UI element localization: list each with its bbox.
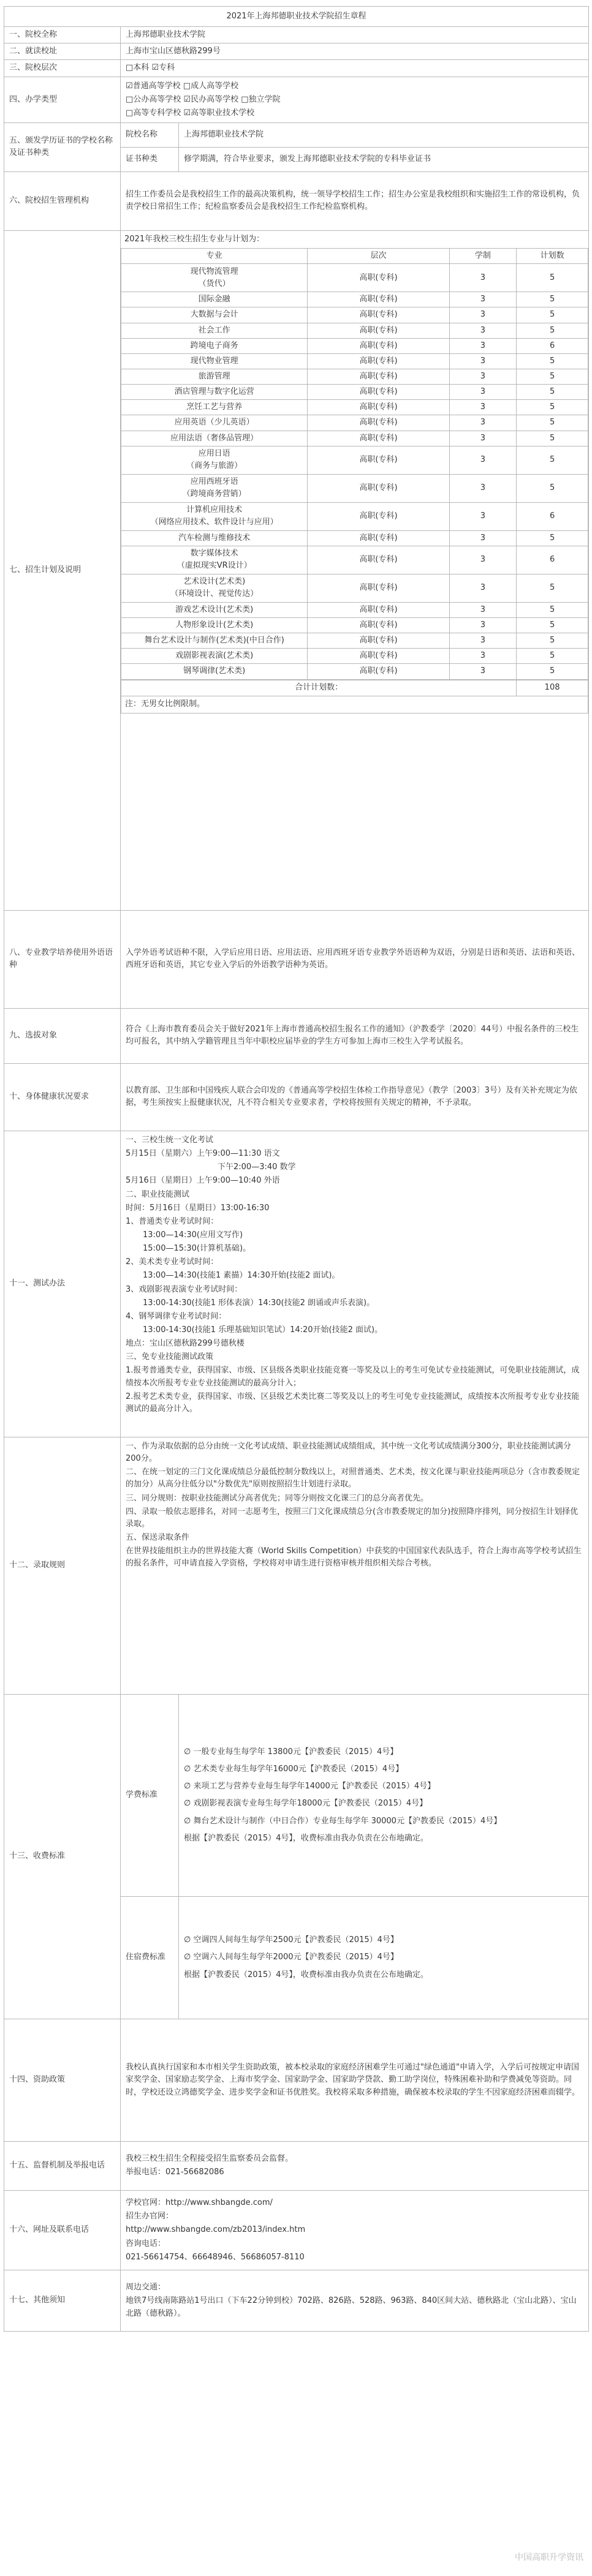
plan-major: 社会工作 [121,323,308,338]
plan-intro: 2021年我校三校生招生专业与计划为： [124,234,265,244]
plan-note: 注：无男女比例限制。 [121,696,588,713]
admit-line: 四、录取一般依志愿排名，对同一志愿考生，按照三门文化课成绩总分(含市教委规定的加分)按照降序排列，同分按招生计划择优录取。 [126,1507,579,1529]
plan-total-value: 108 [517,680,588,696]
test-line: 13:00—14:30(技能1 素描）14:30开始(技能2 面试)。 [143,1271,340,1281]
type-option-1: ☑普通高等学校 □成人高等学校 [126,81,239,91]
charter-title: 2021年上海邦德职业技术学院招生章程 [4,7,589,27]
admission-charter-table [4,6,589,2332]
dorm-label: 住宿费标准 [121,1896,179,2019]
plan-level: 高职(专科) [308,307,449,323]
plan-years: 3 [449,617,517,633]
plan-years: 3 [449,649,517,664]
supervision-value: 我校三校生招生全程接受招生监察委员会监督。 [126,2154,294,2164]
plan-num: 5 [517,323,588,338]
plan-num: 5 [517,369,588,384]
plan-major: 人物形象设计(艺术类) [121,617,308,633]
plan-num: 5 [517,431,588,446]
plan-major: 艺术设计(艺术类) （环境设计、视觉传达） [121,574,308,602]
other-line: 地铁7号线南陈路站1号出口（下车22分钟到校）702路、826路、528路、963路、840区间大站、德秋路北（宝山北路）、宝山北路（德秋路）。 [126,2296,577,2318]
plan-major: 应用日语 （商务与旅游） [121,446,308,474]
test-line: 15:00—15:30(计算机基础)。 [143,1244,251,1254]
plan-years: 3 [449,353,517,369]
contact-label: 十六、网址及联系电话 [4,2190,121,2270]
plan-level: 高职(专科) [308,617,449,633]
plan-row [121,474,588,502]
test-line: 1、普通类专业考试时间： [126,1216,219,1226]
plan-row [121,264,588,292]
plan-level: 高职(专科) [308,664,449,679]
plan-label: 七、招生计划及说明 [4,230,121,910]
admit-line: 一、作为录取依据的总分由统一文化考试成绩、职业技能测试成绩组成，其中统一文化考试成绩满分300分，职业技能测试满分200分。 [126,1441,571,1464]
plan-level: 高职(专科) [308,633,449,649]
plan-major: 应用法语（奢侈品管理） [121,431,308,446]
test-lines [121,1131,589,1437]
plan-major: 大数据与会计 [121,307,308,323]
contact-line: http://www.shbangde.com/zb2013/index.htm [126,2225,306,2235]
plan-num: 5 [517,664,588,679]
plan-years: 3 [449,264,517,292]
plan-years: 3 [449,415,517,431]
plan-num: 6 [517,338,588,353]
lang-label: 八、专业教学培养使用外语语种 [4,910,121,1008]
plan-row [121,415,588,431]
plan-major: 旅游管理 [121,369,308,384]
plan-row [121,649,588,664]
supervision-cell [121,2141,589,2190]
plan-num: 5 [517,400,588,415]
plan-major: 现代物流管理 （货代） [121,264,308,292]
contact-line: 学校官网：http://www.shbangde.com/ [126,2198,273,2208]
plan-row [121,292,588,307]
cert-type-value: 修学期满，符合毕业要求，颁发上海邦德职业技术学院的专科毕业证书 [179,147,589,171]
test-line: 一、三校生统一文化考试 [126,1135,214,1145]
test-line: 13:00—14:30(应用文写作) [143,1230,243,1240]
other-cell [121,2270,589,2331]
plan-num: 5 [517,602,588,617]
plan-num: 5 [517,633,588,649]
plan-cell [121,230,589,910]
plan-level: 高职(专科) [308,574,449,602]
plan-years: 3 [449,323,517,338]
test-line: 5月16日（星期日）上午9:00—10:40 外语 [126,1176,280,1186]
cert-label: 五、颁发学历证书的学校名称及证书种类 [4,122,121,171]
fees-label: 十三、收费标准 [4,1694,121,2019]
tuition-label: 学费标准 [121,1694,179,1896]
plan-row [121,400,588,415]
plan-row [121,369,588,384]
admit-line: 三、同分规则：按职业技能测试分高者优先；同等分则按文化课三门的总分高者优先。 [126,1493,429,1503]
plan-header-major: 专业 [121,249,308,264]
plan-level: 高职(专科) [308,323,449,338]
plan-row [121,446,588,474]
plan-row [121,385,588,400]
plan-row [121,307,588,323]
plan-level: 高职(专科) [308,292,449,307]
plan-level: 高职(专科) [308,353,449,369]
target-label: 九、选拔对象 [4,1008,121,1063]
admit-lines [121,1437,589,1694]
test-label: 十一、测试办法 [4,1131,121,1437]
tuition-line: ∅ 来项工艺与营养专业每生每学年14000元【沪教委民（2015）4号】 [184,1782,436,1791]
aid-value: 我校认真执行国家和本市相关学生资助政策，被本校录取的家庭经济困难学生可通过"绿色通道"申请入学，入学后可按规定申请国家奖学金、国家励志奖学金、上海市奖学金、国家助学金、国家助学贷款、勤工助学岗位，特殊困难补助和学费减免等资助。同时，学校还设立鸿德奖学金、进步奖学金和证书优胜奖。我校将采取多种措施，确保被本校录取的学生不因家庭经济困难而辍学。 [121,2019,589,2141]
plan-level: 高职(专科) [308,546,449,574]
plan-num: 6 [517,546,588,574]
tuition-note: 根据【沪教委民（2015）4号】，收费标准由我办负责在公布地确定。 [184,1833,428,1843]
plan-major: 烹饪工艺与营养 [121,400,308,415]
tuition-line: ∅ 一般专业每生每学年 13800元【沪教委民（2015）4号】 [184,1747,398,1757]
admit-line: 在世界技能组织主办的世界技能大赛（World Skills Competition）中获奖的中国国家代表队选手，符合上海市高等学校考试招生的报名条件，可申请直接入学资格，学校将对申请生进行资格审核并组织相关综合考核。 [126,1546,582,1569]
plan-level: 高职(专科) [308,649,449,664]
plan-level: 高职(专科) [308,264,449,292]
plan-row [121,546,588,574]
plan-years: 3 [449,338,517,353]
plan-years: 3 [449,369,517,384]
plan-num: 5 [517,307,588,323]
plan-major: 计算机应用技术 （网络应用技术、软件设计与应用） [121,502,308,530]
dorm-line: ∅ 空调四人间每生每学年2500元【沪教委民（2015）4号】 [184,1935,398,1945]
org-value: 招生工作委员会是我校招生工作的最高决策机构，统一领导学校招生工作；招生办公室是我校组织和实施招生工作的常设机构，负责学校日常招生工作；纪检监察委员会是我校招生工作纪检监察机构。 [121,171,589,230]
type-label: 四、办学类型 [4,77,121,122]
type-option-2: □公办高等学校 ☑民办高等学校 □独立学院 [126,94,281,104]
plan-years: 3 [449,474,517,502]
dorm-note: 根据【沪教委民（2015）4号】，收费标准由我办负责在公布地确定。 [184,1970,428,1979]
admit-line: 二、在统一划定的三门文化课成绩总分最低控制分数线以上，对照普通类、艺术类，按文化课与职业技能两项总分（含市教委规定的加分）从高分往低分以"分数优先"原则按照招生计划进行录取。 [126,1467,580,1489]
plan-num: 5 [517,649,588,664]
plan-years: 3 [449,307,517,323]
plan-major: 钢琴调律(艺术类) [121,664,308,679]
test-line: 13:00-14:30(技能1 形体表演）14:30(技能2 朗诵或声乐表演)。 [143,1298,375,1308]
cert-school-value: 上海邦德职业技术学院 [179,122,589,147]
plan-num: 5 [517,474,588,502]
plan-years: 3 [449,633,517,649]
plan-total-table [121,680,588,714]
test-line: 4、钢琴调律专业考试时间： [126,1311,227,1321]
plan-row [121,574,588,602]
test-line: 二、职业技能测试 [126,1189,190,1199]
plan-row [121,431,588,446]
plan-level: 高职(专科) [308,502,449,530]
plan-level: 高职(专科) [308,415,449,431]
plan-row [121,530,588,546]
plan-row [121,338,588,353]
plan-major: 汽车检测与维修技术 [121,530,308,546]
plan-row [121,664,588,679]
test-line: 3、戏剧影视表演专业考试时间： [126,1284,243,1294]
test-line: 13:00-14:30(技能1 乐理基础知识笔试）14:20开始(技能2 面试)。 [143,1325,383,1335]
contact-line: 招生办官网： [126,2212,174,2221]
plan-header-num: 计划数 [517,249,588,264]
plan-header-years: 学制 [449,249,517,264]
plan-num: 5 [517,292,588,307]
plan-years: 3 [449,574,517,602]
plan-years: 3 [449,431,517,446]
dorm-line: ∅ 空调六人间每生每学年2000元【沪教委民（2015）4号】 [184,1953,398,1962]
name-label: 一、院校全称 [4,27,121,43]
plan-major: 应用英语（少儿英语） [121,415,308,431]
plan-major: 跨境电子商务 [121,338,308,353]
plan-years: 3 [449,292,517,307]
level-label: 三、院校层次 [4,60,121,77]
test-line: 1.报考普通类专业，获得国家、市级、区县级各类职业技能竞赛一等奖及以上的考生可免试专业技能测试，可免职业技能测试，成绩按本次所报考专业专业技能测试的最高分计入； [126,1366,580,1388]
tuition-line: ∅ 舞台艺术设计与制作（中日合作）专业每生每学年 30000元【沪教委民（2015）4号】 [184,1816,502,1826]
plan-level: 高职(专科) [308,338,449,353]
plan-row [121,502,588,530]
address-label: 二、就读校址 [4,43,121,60]
plan-table-body [121,249,588,679]
plan-years: 3 [449,546,517,574]
watermark: 中国高职升学资讯 [515,2553,583,2563]
org-label: 六、院校招生管理机构 [4,171,121,230]
plan-years: 3 [449,502,517,530]
plan-table [121,248,588,679]
admit-label: 十二、录取规则 [4,1437,121,1694]
plan-num: 5 [517,574,588,602]
plan-major: 应用西班牙语 （跨境商务营销） [121,474,308,502]
health-label: 十、身体健康状况要求 [4,1063,121,1131]
tuition-line: ∅ 戏剧影视表演专业每生每学年18000元【沪教委民（2015）4号】 [184,1799,428,1809]
plan-row [121,633,588,649]
plan-header-row [121,249,588,264]
plan-major: 戏剧影视表演(艺术类) [121,649,308,664]
lang-value: 入学外语考试语种不限，入学后应用日语、应用法语、应用西班牙语专业教学外语语种为双语，分别是日语和英语、法语和英语、西班牙语和英语，其它专业入学后的外语教学语种为英语。 [121,910,589,1008]
supervision-label: 十五、监督机制及举报电话 [4,2141,121,2190]
plan-num: 5 [517,446,588,474]
test-line: 时间：5月16日（星期日）13:00-16:30 [126,1203,270,1213]
address-value: 上海市宝山区德秋路299号 [121,43,589,60]
plan-num: 5 [517,530,588,546]
contact-line: 咨询电话： [126,2239,166,2248]
plan-header-level: 层次 [308,249,449,264]
contact-cell [121,2190,589,2270]
plan-years: 3 [449,400,517,415]
plan-num: 5 [517,385,588,400]
plan-years: 3 [449,664,517,679]
tuition-lines [179,1694,589,1896]
name-value: 上海邦德职业技术学院 [121,27,589,43]
test-line: 下午2:00—3:40 数学 [218,1162,296,1172]
plan-total-label: 合计计划数： [121,680,517,696]
plan-years: 3 [449,385,517,400]
contact-line: 021-56614754、66648946、56686057-8110 [126,2252,305,2262]
plan-level: 高职(专科) [308,385,449,400]
supervision-phone: 举报电话：021-56682086 [126,2167,224,2177]
plan-num: 5 [517,353,588,369]
aid-label: 十四、资助政策 [4,2019,121,2141]
plan-years: 3 [449,530,517,546]
plan-num: 5 [517,617,588,633]
test-line: 三、免专业技能测试政策 [126,1352,214,1362]
plan-row [121,353,588,369]
plan-level: 高职(专科) [308,400,449,415]
test-line: 5月15日（星期六）上午9:00—11:30 语文 [126,1149,280,1159]
plan-num: 5 [517,264,588,292]
plan-major: 舞台艺术设计与制作(艺术类)(中日合作) [121,633,308,649]
cert-type-label: 证书种类 [121,147,179,171]
plan-years: 3 [449,602,517,617]
admit-line: 五、保送录取条件 [126,1532,190,1542]
tuition-line: ∅ 艺术类专业每生每学年16000元【沪教委民（2015）4号】 [184,1764,404,1774]
plan-years: 3 [449,446,517,474]
target-value: 符合《上海市教育委员会关于做好2021年上海市普通高校招生报名工作的通知》（沪教委学〔2020〕44号）中报名条件的三校生均可报名，其中纳入学籍管理且当年中职校应届毕业的学生方可参加上海市三校生入学考试报名。 [121,1008,589,1063]
plan-major: 国际金融 [121,292,308,307]
test-line: 地点：宝山区德秋路299号德秋楼 [126,1339,245,1349]
plan-num: 6 [517,502,588,530]
test-line: 2、美术类专业考试时间： [126,1257,219,1267]
plan-major: 游戏艺术设计(艺术类) [121,602,308,617]
plan-num: 5 [517,415,588,431]
plan-row [121,602,588,617]
plan-row [121,617,588,633]
plan-major: 酒店管理与数字化运营 [121,385,308,400]
health-value: 以教育部、卫生部和中国残疾人联合会印发的《普通高等学校招生体检工作指导意见》（教学〔2003〕3号）及有关补充规定为依据，考生须按实上报健康状况，凡不符合相关专业要求者，学校将按照有关规定的精神，不予录取。 [121,1063,589,1131]
test-line: 2.报考艺术类专业，获得国家、市级、区县级艺术类比赛二等奖及以上的考生可免专业技能测试，成绩按本次所报考专业专业技能测试的最高分计入。 [126,1392,580,1414]
plan-major: 数字媒体技术 （虚拟现实VR设计） [121,546,308,574]
other-label: 十七、其他须知 [4,2270,121,2331]
level-value: □本科 ☑专科 [121,60,589,77]
plan-level: 高职(专科) [308,530,449,546]
plan-major: 现代物业管理 [121,353,308,369]
plan-level: 高职(专科) [308,431,449,446]
plan-level: 高职(专科) [308,474,449,502]
plan-row [121,323,588,338]
plan-level: 高职(专科) [308,446,449,474]
type-option-3: □高等专科学校 ☑高等职业技术学校 [126,108,255,118]
other-line: 周边交通： [126,2283,166,2292]
type-options [121,77,589,122]
dorm-lines [179,1896,589,2019]
plan-level: 高职(专科) [308,369,449,384]
cert-school-label: 院校名称 [121,122,179,147]
plan-level: 高职(专科) [308,602,449,617]
